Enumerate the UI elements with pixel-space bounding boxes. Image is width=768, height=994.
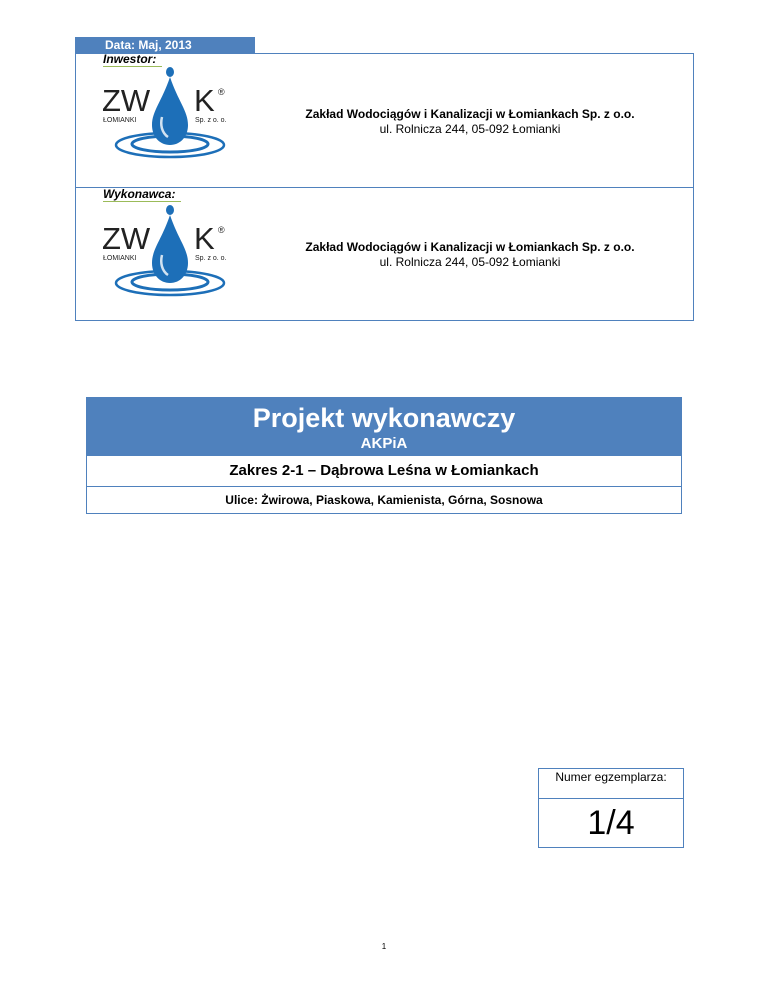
contractor-company bbox=[255, 240, 685, 270]
document-subtitle: AKPiA bbox=[360, 435, 408, 452]
logo-letters-right: K bbox=[194, 221, 215, 256]
contractor-company-name: Zakład Wodociągów i Kanalizacji w Łomiankach Sp. z o.o. bbox=[305, 240, 635, 254]
small-drop-icon bbox=[166, 67, 174, 77]
scope-row: Zakres 2-1 – Dąbrowa Leśna w Łomiankach bbox=[87, 456, 681, 487]
water-drop-icon bbox=[152, 77, 188, 145]
logo-suffix: Sp. z o. o. bbox=[195, 255, 227, 262]
date-bar bbox=[75, 37, 255, 53]
logo-registered: ® bbox=[218, 87, 225, 97]
title-block bbox=[86, 397, 682, 514]
date-label: Data: Maj, 2013 bbox=[105, 38, 192, 52]
logo-letters-right: K bbox=[194, 83, 215, 118]
copy-number-label: Numer egzemplarza: bbox=[539, 769, 683, 799]
investor-company-name: Zakład Wodociągów i Kanalizacji w Łomiankach Sp. z o.o. bbox=[305, 107, 635, 121]
small-drop-icon bbox=[166, 205, 174, 215]
logo-suffix: Sp. z o. o. bbox=[195, 117, 227, 124]
contractor-label: Wykonawca: bbox=[103, 188, 181, 202]
investor-address: ul. Rolnicza 244, 05-092 Łomianki bbox=[379, 122, 561, 136]
logo-letters-left: ZW bbox=[102, 83, 151, 118]
water-drop-icon bbox=[152, 215, 188, 283]
logo-registered: ® bbox=[218, 225, 225, 235]
investor-company bbox=[255, 107, 685, 137]
document-title: Projekt wykonawczy bbox=[252, 403, 516, 433]
title-header bbox=[87, 398, 681, 456]
streets-row: Ulice: Żwirowa, Piaskowa, Kamienista, Górna, Sosnowa bbox=[225, 493, 543, 507]
investor-label: Inwestor: bbox=[103, 53, 162, 67]
logo-city: ŁOMIANKI bbox=[103, 117, 137, 124]
logo-letters-left: ZW bbox=[102, 221, 151, 256]
page-number: 1 bbox=[381, 942, 387, 951]
logo-city: ŁOMIANKI bbox=[103, 255, 137, 262]
copy-number-value: 1/4 bbox=[587, 804, 635, 842]
zwik-logo-investor bbox=[102, 67, 232, 167]
zwik-logo-contractor bbox=[102, 205, 232, 305]
copy-number-box bbox=[538, 768, 684, 848]
contractor-address: ul. Rolnicza 244, 05-092 Łomianki bbox=[379, 255, 561, 269]
